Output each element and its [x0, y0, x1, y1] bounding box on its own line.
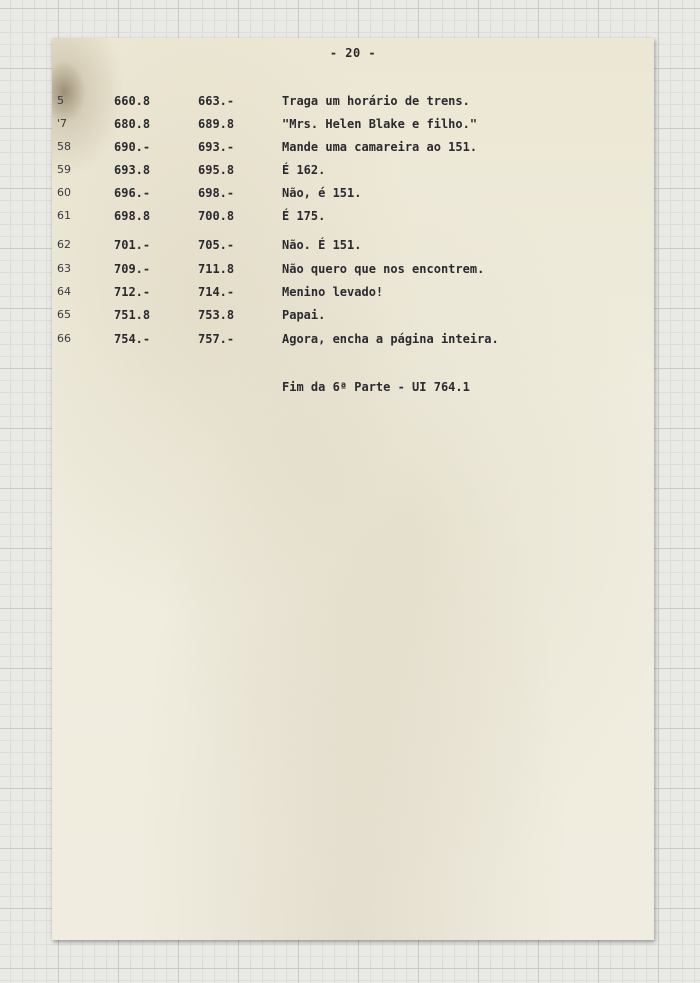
subtitle-text: Papai. [282, 308, 326, 322]
start-time: 709.- [114, 262, 151, 276]
subtitle-row [52, 285, 654, 303]
subtitle-row [52, 140, 654, 158]
subtitle-text: "Mrs. Helen Blake e filho." [282, 117, 478, 131]
subtitle-text: Não. É 151. [282, 238, 362, 252]
start-time: 690.- [114, 140, 151, 154]
subtitle-text: Mande uma camareira ao 151. [282, 140, 478, 154]
row-number: 62 [57, 238, 71, 251]
subtitle-row [52, 238, 654, 256]
subtitle-row [52, 262, 654, 280]
row-number: 60 [57, 186, 71, 199]
subtitle-row [52, 209, 654, 227]
end-time: 714.- [198, 285, 235, 299]
end-time: 663.- [198, 94, 235, 108]
start-time: 696.- [114, 186, 151, 200]
row-number: '7 [57, 117, 68, 130]
start-time: 712.- [114, 285, 151, 299]
end-time: 757.- [198, 332, 235, 346]
subtitle-row [52, 94, 654, 112]
row-number: 61 [57, 209, 71, 222]
typewritten-sheet [52, 38, 654, 940]
subtitle-row [52, 117, 654, 135]
page-number: - 20 - [329, 46, 377, 60]
subtitle-row [52, 308, 654, 326]
end-time: 705.- [198, 238, 235, 252]
end-time: 700.8 [198, 209, 235, 223]
end-time: 695.8 [198, 163, 235, 177]
subtitle-row [52, 332, 654, 350]
subtitle-text: Menino levado! [282, 285, 384, 299]
subtitle-row [52, 163, 654, 181]
start-time: 660.8 [114, 94, 151, 108]
end-of-part-note: Fim da 6ª Parte - UI 764.1 [282, 380, 470, 394]
subtitle-text: Não, é 151. [282, 186, 362, 200]
subtitle-text: É 162. [282, 163, 326, 177]
start-time: 698.8 [114, 209, 151, 223]
subtitle-text: Não quero que nos encontrem. [282, 262, 485, 276]
end-time: 753.8 [198, 308, 235, 322]
start-time: 751.8 [114, 308, 151, 322]
row-number: 63 [57, 262, 71, 275]
end-time: 693.- [198, 140, 235, 154]
row-number: 64 [57, 285, 71, 298]
subtitle-text: Traga um horário de trens. [282, 94, 470, 108]
row-number: 58 [57, 140, 71, 153]
start-time: 701.- [114, 238, 151, 252]
subtitle-text: Agora, encha a página inteira. [282, 332, 499, 346]
end-time: 698.- [198, 186, 235, 200]
start-time: 754.- [114, 332, 151, 346]
start-time: 680.8 [114, 117, 151, 131]
row-number: 66 [57, 332, 71, 345]
end-time: 689.8 [198, 117, 235, 131]
start-time: 693.8 [114, 163, 151, 177]
row-number: 5 [57, 94, 64, 107]
row-number: 65 [57, 308, 71, 321]
row-number: 59 [57, 163, 71, 176]
subtitle-text: É 175. [282, 209, 326, 223]
end-time: 711.8 [198, 262, 235, 276]
subtitle-row [52, 186, 654, 204]
